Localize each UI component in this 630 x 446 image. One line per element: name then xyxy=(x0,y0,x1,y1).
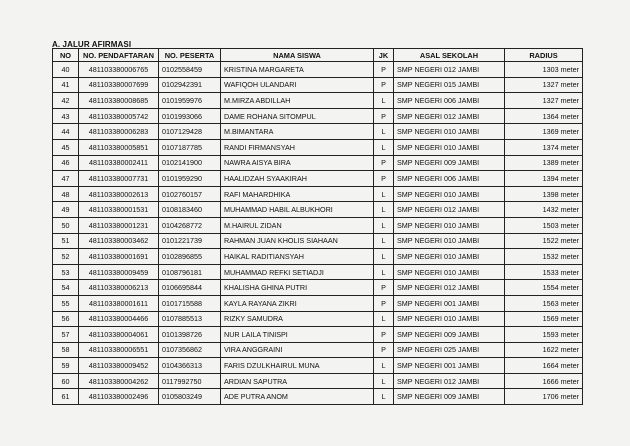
col-header-radius: RADIUS xyxy=(505,49,583,62)
cell-jk: L xyxy=(374,202,394,218)
cell-nama-siswa: RIZKY SAMUDRA xyxy=(221,311,374,327)
cell-jk: P xyxy=(374,108,394,124)
cell-nama-siswa: DAME ROHANA SITOMPUL xyxy=(221,108,374,124)
cell-jk: P xyxy=(374,171,394,187)
cell-radius: 1327 meter xyxy=(505,93,583,109)
cell-no: 51 xyxy=(53,233,79,249)
cell-no-peserta: 0107129428 xyxy=(159,124,221,140)
cell-radius: 1532 meter xyxy=(505,249,583,265)
cell-no-peserta: 0102141900 xyxy=(159,155,221,171)
cell-asal-sekolah: SMP NEGERI 009 JAMBI xyxy=(394,389,505,405)
cell-jk: L xyxy=(374,249,394,265)
cell-no-pendaftaran: 481103380001231 xyxy=(79,217,159,233)
cell-asal-sekolah: SMP NEGERI 010 JAMBI xyxy=(394,186,505,202)
cell-no: 49 xyxy=(53,202,79,218)
cell-no: 40 xyxy=(53,62,79,78)
cell-radius: 1389 meter xyxy=(505,155,583,171)
cell-asal-sekolah: SMP NEGERI 012 JAMBI xyxy=(394,280,505,296)
cell-jk: L xyxy=(374,217,394,233)
cell-asal-sekolah: SMP NEGERI 010 JAMBI xyxy=(394,264,505,280)
cell-no-pendaftaran: 481103380005742 xyxy=(79,108,159,124)
cell-asal-sekolah: SMP NEGERI 010 JAMBI xyxy=(394,233,505,249)
cell-no-pendaftaran: 481103380004061 xyxy=(79,327,159,343)
cell-no-pendaftaran: 481103380001531 xyxy=(79,202,159,218)
cell-nama-siswa: WAFIQOH ULANDARI xyxy=(221,77,374,93)
table-row xyxy=(53,389,583,405)
cell-radius: 1374 meter xyxy=(505,139,583,155)
cell-nama-siswa: KAYLA RAYANA ZIKRI xyxy=(221,295,374,311)
col-header-jk: JK xyxy=(374,49,394,62)
cell-radius: 1327 meter xyxy=(505,77,583,93)
cell-radius: 1622 meter xyxy=(505,342,583,358)
cell-radius: 1666 meter xyxy=(505,373,583,389)
table-row xyxy=(53,327,583,343)
cell-radius: 1364 meter xyxy=(505,108,583,124)
cell-radius: 1394 meter xyxy=(505,171,583,187)
cell-no-peserta: 0101221739 xyxy=(159,233,221,249)
cell-jk: P xyxy=(374,77,394,93)
col-header-nama: NAMA SISWA xyxy=(221,49,374,62)
cell-nama-siswa: RANDI FIRMANSYAH xyxy=(221,139,374,155)
table-row xyxy=(53,186,583,202)
cell-asal-sekolah: SMP NEGERI 012 JAMBI xyxy=(394,62,505,78)
cell-nama-siswa: VIRA ANGGRAINI xyxy=(221,342,374,358)
cell-jk: L xyxy=(374,373,394,389)
cell-no-pendaftaran: 481103380002496 xyxy=(79,389,159,405)
cell-jk: L xyxy=(374,186,394,202)
table-row xyxy=(53,77,583,93)
cell-nama-siswa: ADE PUTRA ANOM xyxy=(221,389,374,405)
cell-asal-sekolah: SMP NEGERI 015 JAMBI xyxy=(394,77,505,93)
cell-no-peserta: 0108796181 xyxy=(159,264,221,280)
col-header-pendaftaran: NO. PENDAFTARAN xyxy=(79,49,159,62)
cell-no-pendaftaran: 481103380006213 xyxy=(79,280,159,296)
cell-jk: L xyxy=(374,93,394,109)
cell-no-pendaftaran: 481103380009452 xyxy=(79,358,159,374)
cell-radius: 1303 meter xyxy=(505,62,583,78)
cell-asal-sekolah: SMP NEGERI 009 JAMBI xyxy=(394,155,505,171)
cell-no: 58 xyxy=(53,342,79,358)
cell-radius: 1503 meter xyxy=(505,217,583,233)
cell-radius: 1569 meter xyxy=(505,311,583,327)
cell-asal-sekolah: SMP NEGERI 010 JAMBI xyxy=(394,217,505,233)
cell-radius: 1706 meter xyxy=(505,389,583,405)
table-row xyxy=(53,264,583,280)
cell-no-peserta: 0104366313 xyxy=(159,358,221,374)
header-row xyxy=(53,49,583,62)
section-title: A. JALUR AFIRMASI xyxy=(52,40,132,49)
cell-no-pendaftaran: 481103380006551 xyxy=(79,342,159,358)
cell-radius: 1398 meter xyxy=(505,186,583,202)
cell-no: 44 xyxy=(53,124,79,140)
cell-asal-sekolah: SMP NEGERI 010 JAMBI xyxy=(394,311,505,327)
cell-jk: P xyxy=(374,327,394,343)
cell-no-peserta: 0102942391 xyxy=(159,77,221,93)
cell-no: 48 xyxy=(53,186,79,202)
cell-no: 57 xyxy=(53,327,79,343)
cell-no: 53 xyxy=(53,264,79,280)
cell-no: 59 xyxy=(53,358,79,374)
cell-asal-sekolah: SMP NEGERI 010 JAMBI xyxy=(394,124,505,140)
cell-asal-sekolah: SMP NEGERI 009 JAMBI xyxy=(394,327,505,343)
table-row xyxy=(53,249,583,265)
cell-radius: 1533 meter xyxy=(505,264,583,280)
cell-no-pendaftaran: 481103380006765 xyxy=(79,62,159,78)
cell-no-pendaftaran: 481103380001691 xyxy=(79,249,159,265)
cell-no: 47 xyxy=(53,171,79,187)
cell-no-peserta: 0106695844 xyxy=(159,280,221,296)
cell-jk: P xyxy=(374,280,394,296)
col-header-sekolah: ASAL SEKOLAH xyxy=(394,49,505,62)
cell-radius: 1593 meter xyxy=(505,327,583,343)
cell-jk: P xyxy=(374,62,394,78)
table-row xyxy=(53,108,583,124)
cell-nama-siswa: RAFI MAHARDHIKA xyxy=(221,186,374,202)
cell-no: 43 xyxy=(53,108,79,124)
cell-radius: 1432 meter xyxy=(505,202,583,218)
cell-nama-siswa: M.BIMANTARA xyxy=(221,124,374,140)
cell-no-peserta: 0102558459 xyxy=(159,62,221,78)
cell-asal-sekolah: SMP NEGERI 025 JAMBI xyxy=(394,342,505,358)
cell-asal-sekolah: SMP NEGERI 012 JAMBI xyxy=(394,108,505,124)
cell-no-pendaftaran: 481103380001611 xyxy=(79,295,159,311)
cell-radius: 1369 meter xyxy=(505,124,583,140)
cell-no: 46 xyxy=(53,155,79,171)
cell-no: 42 xyxy=(53,93,79,109)
cell-nama-siswa: HAIKAL RADITIANSYAH xyxy=(221,249,374,265)
col-header-no: NO xyxy=(53,49,79,62)
cell-radius: 1664 meter xyxy=(505,358,583,374)
cell-jk: L xyxy=(374,264,394,280)
cell-no-pendaftaran: 481103380002411 xyxy=(79,155,159,171)
cell-no: 54 xyxy=(53,280,79,296)
table-row xyxy=(53,342,583,358)
cell-no-peserta: 0107885513 xyxy=(159,311,221,327)
cell-no-pendaftaran: 481103380002613 xyxy=(79,186,159,202)
cell-nama-siswa: NUR LAILA TINISPI xyxy=(221,327,374,343)
cell-no-pendaftaran: 481103380007699 xyxy=(79,77,159,93)
cell-no-peserta: 0101959290 xyxy=(159,171,221,187)
table-row xyxy=(53,202,583,218)
cell-no: 41 xyxy=(53,77,79,93)
cell-no: 50 xyxy=(53,217,79,233)
table-row xyxy=(53,139,583,155)
cell-nama-siswa: RAHMAN JUAN KHOLIS SIAHAAN xyxy=(221,233,374,249)
table-row xyxy=(53,311,583,327)
cell-asal-sekolah: SMP NEGERI 010 JAMBI xyxy=(394,249,505,265)
cell-jk: P xyxy=(374,155,394,171)
cell-no: 52 xyxy=(53,249,79,265)
cell-no: 45 xyxy=(53,139,79,155)
cell-no-peserta: 0104268772 xyxy=(159,217,221,233)
cell-asal-sekolah: SMP NEGERI 010 JAMBI xyxy=(394,139,505,155)
cell-no-peserta: 0105803249 xyxy=(159,389,221,405)
cell-nama-siswa: KHALISHA GHINA PUTRI xyxy=(221,280,374,296)
table-row xyxy=(53,280,583,296)
table-body xyxy=(53,62,583,405)
cell-asal-sekolah: SMP NEGERI 001 JAMBI xyxy=(394,295,505,311)
cell-no-pendaftaran: 481103380006283 xyxy=(79,124,159,140)
table-row xyxy=(53,155,583,171)
cell-asal-sekolah: SMP NEGERI 006 JAMBI xyxy=(394,171,505,187)
cell-nama-siswa: ARDIAN SAPUTRA xyxy=(221,373,374,389)
col-header-peserta: NO. PESERTA xyxy=(159,49,221,62)
cell-nama-siswa: FARIS DZULKHAIRUL MUNA xyxy=(221,358,374,374)
cell-jk: L xyxy=(374,358,394,374)
cell-jk: L xyxy=(374,389,394,405)
table-row xyxy=(53,217,583,233)
table-row xyxy=(53,295,583,311)
cell-no: 55 xyxy=(53,295,79,311)
cell-jk: L xyxy=(374,233,394,249)
cell-no-peserta: 0101715588 xyxy=(159,295,221,311)
cell-jk: L xyxy=(374,139,394,155)
cell-jk: L xyxy=(374,311,394,327)
cell-radius: 1563 meter xyxy=(505,295,583,311)
cell-no-pendaftaran: 481103380003462 xyxy=(79,233,159,249)
cell-no: 60 xyxy=(53,373,79,389)
cell-jk: P xyxy=(374,342,394,358)
cell-radius: 1554 meter xyxy=(505,280,583,296)
cell-radius: 1522 meter xyxy=(505,233,583,249)
table-row xyxy=(53,233,583,249)
cell-no: 61 xyxy=(53,389,79,405)
cell-nama-siswa: MUHAMMAD HABIL ALBUKHORI xyxy=(221,202,374,218)
cell-nama-siswa: HAALIDZAH SYAAKIRAH xyxy=(221,171,374,187)
cell-no-peserta: 0107187785 xyxy=(159,139,221,155)
cell-nama-siswa: M.MIRZA ABDILLAH xyxy=(221,93,374,109)
cell-no-pendaftaran: 481103380004262 xyxy=(79,373,159,389)
cell-asal-sekolah: SMP NEGERI 012 JAMBI xyxy=(394,373,505,389)
table-row xyxy=(53,93,583,109)
cell-nama-siswa: NAWRA AISYA BIRA xyxy=(221,155,374,171)
cell-nama-siswa: KRISTINA MARGARETA xyxy=(221,62,374,78)
cell-asal-sekolah: SMP NEGERI 001 JAMBI xyxy=(394,358,505,374)
cell-no-peserta: 0101959976 xyxy=(159,93,221,109)
cell-no-pendaftaran: 481103380009459 xyxy=(79,264,159,280)
table-row xyxy=(53,171,583,187)
cell-no-pendaftaran: 481103380005851 xyxy=(79,139,159,155)
cell-no-pendaftaran: 481103380008685 xyxy=(79,93,159,109)
cell-no-peserta: 0117992750 xyxy=(159,373,221,389)
cell-no-peserta: 0102896855 xyxy=(159,249,221,265)
cell-nama-siswa: M.HAIRUL ZIDAN xyxy=(221,217,374,233)
cell-asal-sekolah: SMP NEGERI 006 JAMBI xyxy=(394,93,505,109)
cell-no-peserta: 0102760157 xyxy=(159,186,221,202)
cell-no-pendaftaran: 481103380007731 xyxy=(79,171,159,187)
cell-nama-siswa: MUHAMMAD REFKI SETIADJI xyxy=(221,264,374,280)
cell-jk: L xyxy=(374,124,394,140)
cell-no-peserta: 0101398726 xyxy=(159,327,221,343)
cell-no-peserta: 0108183460 xyxy=(159,202,221,218)
cell-no-peserta: 0101993066 xyxy=(159,108,221,124)
student-table xyxy=(52,48,583,405)
cell-no-pendaftaran: 481103380004466 xyxy=(79,311,159,327)
cell-no: 56 xyxy=(53,311,79,327)
table-row xyxy=(53,62,583,78)
cell-asal-sekolah: SMP NEGERI 012 JAMBI xyxy=(394,202,505,218)
cell-no-peserta: 0107356862 xyxy=(159,342,221,358)
table-row xyxy=(53,358,583,374)
table-row xyxy=(53,373,583,389)
table-row xyxy=(53,124,583,140)
cell-jk: P xyxy=(374,295,394,311)
